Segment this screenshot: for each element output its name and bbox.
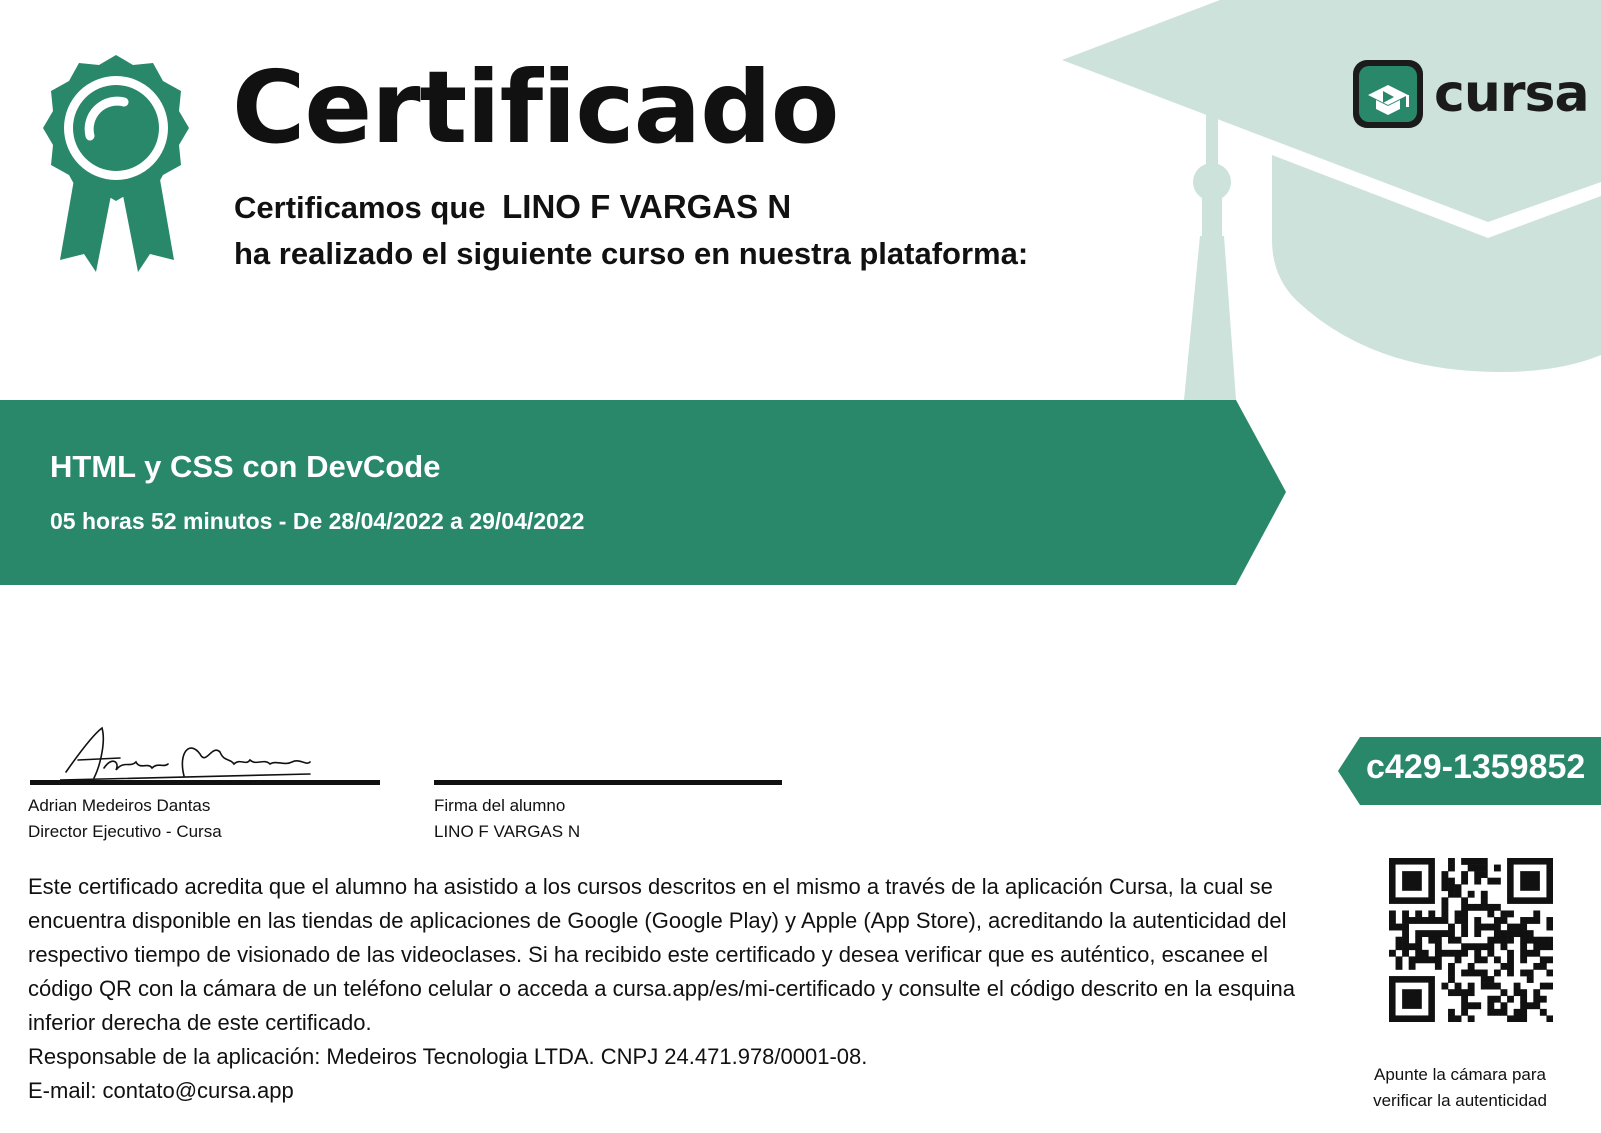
description-paragraph: Este certificado acredita que el alumno ha asistido a los cursos descritos en el mismo a través de la aplicación Cursa, la cual se encuentra disponible en las tiendas de aplicaciones de Google (Google Play) y Apple (App Store), acreditando la autenticidad del respectivo tiempo de visionado de las videoclases. Si ha recibido este certificado y desea verificar que es auténtico, escanee el código QR con la cámara de un teléfono celular o acceda a cursa.app/es/mi-certificado y consulte el código descrito en la esquina inferior derecha de este certificado. xyxy=(28,874,1295,1035)
course-duration-dates: 05 horas 52 minutos - De 28/04/2022 a 29/04/2022 xyxy=(50,508,585,534)
qr-caption xyxy=(1340,1062,1580,1114)
director-name: Adrian Medeiros Dantas xyxy=(28,796,211,815)
award-seal-icon xyxy=(40,50,192,280)
student-name-heading: LINO F VARGAS N xyxy=(502,188,792,225)
responsible-line: Responsable de la aplicación: Medeiros Tecnologia LTDA. CNPJ 24.471.978/0001-08. xyxy=(28,1044,868,1069)
cursa-logo xyxy=(1350,57,1589,131)
certificate-description xyxy=(28,870,1318,1108)
certify-prefix: Certificamos que xyxy=(234,190,486,225)
student-signature-line xyxy=(434,780,782,785)
logo-text: cursa xyxy=(1434,64,1589,124)
certify-line xyxy=(234,188,791,226)
qr-caption-line1: Apunte la cámara para xyxy=(1374,1065,1546,1084)
director-signature-line xyxy=(30,780,380,785)
realized-line: ha realizado el siguiente curso en nuestra plataforma: xyxy=(234,236,1029,271)
page-title: Certificado xyxy=(232,49,839,166)
certificate-code: c429-1359852 xyxy=(1366,748,1586,786)
contact-email: E-mail: contato@cursa.app xyxy=(28,1078,294,1103)
qr-caption-line2: verificar la autenticidad xyxy=(1373,1091,1547,1110)
qr-code[interactable] xyxy=(1389,858,1553,1022)
course-banner xyxy=(0,400,1290,585)
student-name: LINO F VARGAS N xyxy=(434,822,581,841)
student-signature-caption: Firma del alumno xyxy=(434,796,566,815)
course-title: HTML y CSS con DevCode xyxy=(50,449,441,484)
play-graduation-cap-icon xyxy=(1350,57,1426,131)
director-role: Director Ejecutivo - Cursa xyxy=(28,822,222,841)
